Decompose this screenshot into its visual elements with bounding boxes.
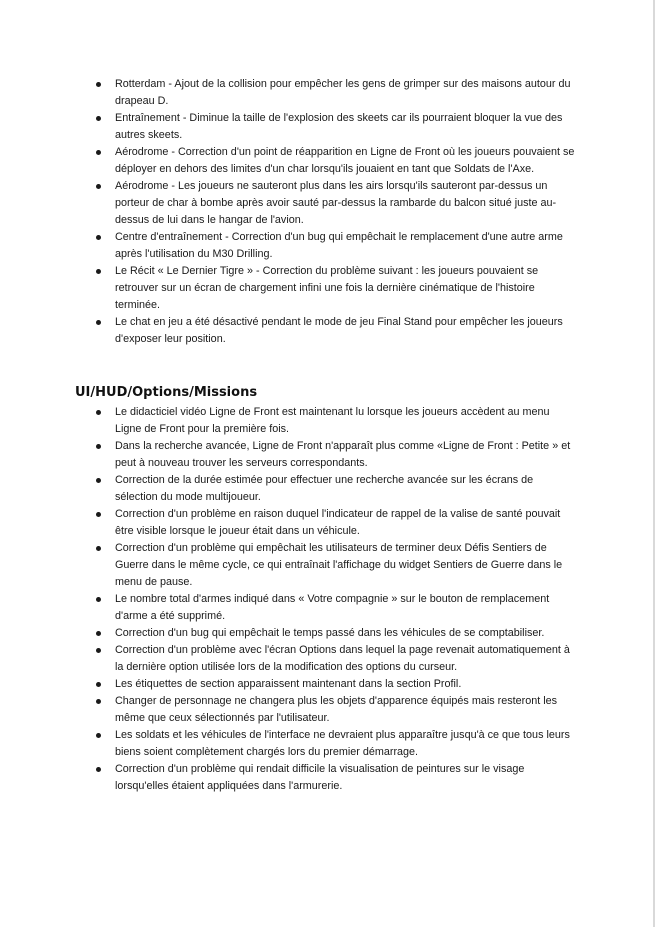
bullet-icon [96, 597, 101, 602]
bullet-icon [96, 546, 101, 551]
list-item-text: Les étiquettes de section apparaissent maintenant dans la section Profil. [115, 678, 462, 690]
list-item-text: Correction d'un bug qui empêchait le temps passé dans les véhicules de se comptabiliser. [115, 627, 545, 639]
bullet-icon [96, 235, 101, 240]
bullet-icon [96, 150, 101, 155]
list-item [96, 506, 576, 540]
list-item [96, 472, 576, 506]
list-item-text: Le chat en jeu a été désactivé pendant le mode de jeu Final Stand pour empêcher les joueurs d'exposer leur position. [115, 316, 563, 345]
bullet-icon [96, 184, 101, 189]
list-item [96, 110, 576, 144]
list-item-text: Le didacticiel vidéo Ligne de Front est maintenant lu lorsque les joueurs accèdent au menu Ligne de Front pour la première fois. [115, 406, 550, 435]
list-item-text: Correction d'un problème qui rendait difficile la visualisation de peintures sur le visage lorsqu'elles étaient appliquées dans l'armurerie. [115, 763, 525, 792]
list-item [96, 438, 576, 472]
bullet-icon [96, 648, 101, 653]
bullet-icon [96, 767, 101, 772]
list-item [96, 76, 576, 110]
list-item [96, 676, 576, 693]
list-item-text: Correction d'un problème qui empêchait les utilisateurs de terminer deux Défis Sentiers de Guerre dans le même cycle, ce qui entraînait l'affichage du widget Sentiers de Guerre dans le menu de pause. [115, 542, 563, 588]
list-item-text: Centre d'entraînement - Correction d'un bug qui empêchait le remplacement d'une autre arme après l'utilisation du M30 Drilling. [115, 231, 563, 260]
bullet-icon [96, 733, 101, 738]
list-item [96, 727, 576, 761]
bullet-icon [96, 410, 101, 415]
bullet-icon [96, 699, 101, 704]
list-item-text: Correction de la durée estimée pour effectuer une recherche avancée sur les écrans de sélection du mode multijoueur. [115, 474, 534, 503]
bullet-icon [96, 478, 101, 483]
list-item [96, 642, 576, 676]
list-item-text: Aérodrome - Correction d'un point de réapparition en Ligne de Front où les joueurs pouvaient se déployer en dehors des limites d'un char lorsqu'ils jouaient en tant que Soldats de l'Axe. [115, 146, 575, 175]
list-item-text: Changer de personnage ne changera plus les objets d'apparence équipés mais resteront les même que ceux sélectionnés par l'utilisateur. [115, 695, 558, 724]
list-item-text: Correction d'un problème avec l'écran Options dans lequel la page revenait automatiquement à la dernière option utilisée lors de la modification des options du curseur. [115, 644, 570, 673]
list-item [96, 404, 576, 438]
bullet-icon [96, 631, 101, 636]
list-item-text: Aérodrome - Les joueurs ne sauteront plus dans les airs lorsqu'ils sauteront par-dessus un porteur de char à bombe après avoir sauté par-dessus la rambarde du balcon situé juste au-dessus de lui dans le hangar de l'avion. [115, 180, 557, 226]
bullet-icon [96, 682, 101, 687]
ui-fix-list [96, 404, 576, 795]
list-item [96, 540, 576, 591]
list-item [96, 625, 576, 642]
list-item-text: Correction d'un problème en raison duquel l'indicateur de rappel de la valise de santé pouvait être visible lorsque le joueur était dans un véhicule. [115, 508, 561, 537]
bullet-icon [96, 116, 101, 121]
list-item-text: Rotterdam - Ajout de la collision pour empêcher les gens de grimper sur des maisons autour du drapeau D. [115, 78, 571, 107]
list-item [96, 761, 576, 795]
section-heading: UI/HUD/Options/Missions [75, 385, 258, 400]
list-item [96, 178, 576, 229]
list-item-text: Dans la recherche avancée, Ligne de Front n'apparaît plus comme «Ligne de Front : Petite » et peut à nouveau trouver les serveurs correspondants. [115, 440, 571, 469]
list-item-text: Le Récit « Le Dernier Tigre » - Correction du problème suivant : les joueurs pouvaient se retrouver sur un écran de chargement infini une fois la dernière cinématique de l'histoire terminée. [115, 265, 539, 311]
list-item [96, 144, 576, 178]
bullet-icon [96, 512, 101, 517]
list-item [96, 229, 576, 263]
bullet-icon [96, 320, 101, 325]
list-item-text: Les soldats et les véhicules de l'interface ne devraient plus apparaître jusqu'à ce que tous leurs biens soient complètement chargés lors du premier démarrage. [115, 729, 570, 758]
bullet-icon [96, 444, 101, 449]
list-item-text: Entraînement - Diminue la taille de l'explosion des skeets car ils pourraient bloquer la vue des autres skeets. [115, 112, 563, 141]
list-item [96, 693, 576, 727]
list-item-text: Le nombre total d'armes indiqué dans « Votre compagnie » sur le bouton de remplacement d'arme a été supprimé. [115, 593, 550, 622]
bullet-icon [96, 269, 101, 274]
bug-fix-list [96, 76, 576, 348]
list-item [96, 314, 576, 348]
bullet-icon [96, 82, 101, 87]
list-item [96, 591, 576, 625]
list-item [96, 263, 576, 314]
